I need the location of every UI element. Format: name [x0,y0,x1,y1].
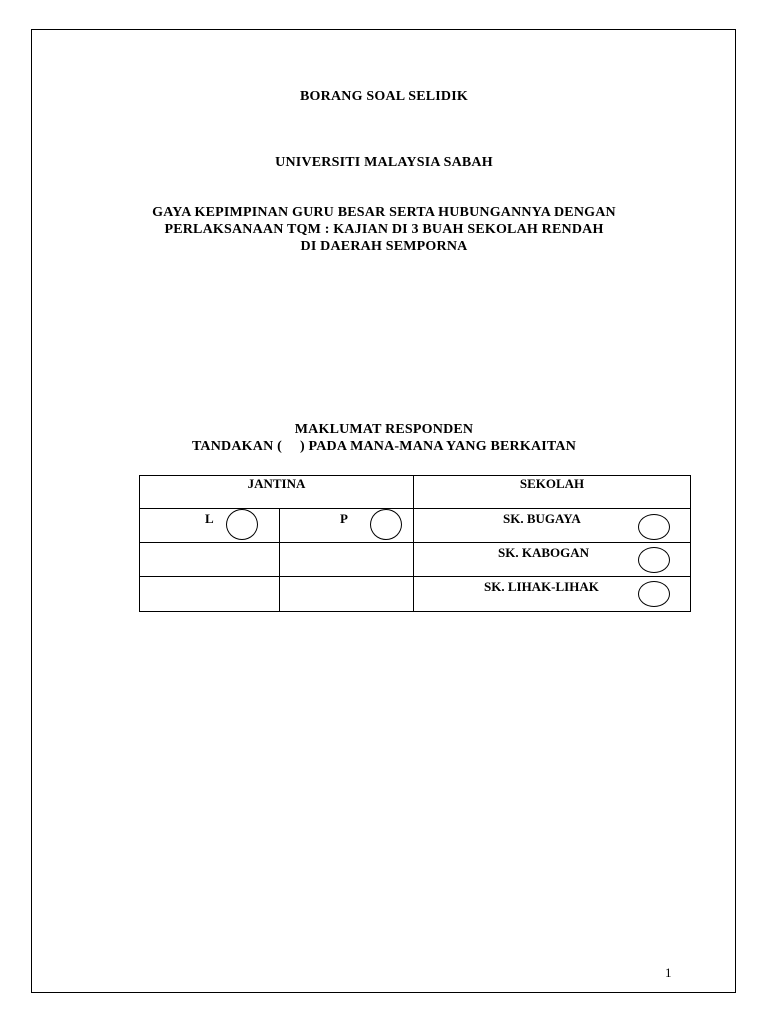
school-label: SK. BUGAYA [503,511,581,526]
section-title: MAKLUMAT RESPONDEN [294,422,474,437]
gender-l-circle[interactable] [226,509,258,540]
instruction-prefix: TANDAKAN ( [191,439,282,454]
respondent-table [139,475,691,612]
school-label: SK. KABOGAN [498,545,590,560]
gender-option-p[interactable] [280,509,414,543]
school-header: SEKOLAH [519,476,585,491]
gender-label-p: P [340,511,348,526]
study-title-line-1: GAYA KEPIMPINAN GURU BESAR SERTA HUBUNGANNYA DENGAN [152,205,616,220]
table-header-row [140,476,691,509]
page-number: 1 [665,965,672,980]
table-row [140,577,691,612]
study-title-line-3: DI DAERAH SEMPORNA [300,239,468,254]
study-title-line-2: PERLAKSANAAN TQM : KAJIAN DI 3 BUAH SEKOLAH RENDAH [164,222,604,237]
school-header-cell [414,476,691,509]
empty-cell [280,577,414,612]
school-option-2[interactable] [414,543,691,577]
school-label: SK. LIHAK-LIHAK [484,579,599,594]
school-2-circle[interactable] [638,547,670,573]
form-title: BORANG SOAL SELIDIK [300,89,468,104]
empty-cell [140,577,280,612]
gender-p-circle[interactable] [370,509,402,540]
gender-header-cell [140,476,414,509]
empty-cell [280,543,414,577]
university-name: UNIVERSITI MALAYSIA SABAH [275,155,493,170]
school-option-1[interactable] [414,509,691,543]
school-option-3[interactable] [414,577,691,612]
table-row [140,543,691,577]
gender-label-l: L [205,511,214,526]
school-3-circle[interactable] [638,581,670,607]
instruction-suffix: ) PADA MANA-MANA YANG BERKAITAN [299,439,577,454]
gender-option-l[interactable] [140,509,280,543]
gender-header: JANTINA [247,476,306,491]
empty-cell [140,543,280,577]
table-row [140,509,691,543]
instruction-text [0,439,768,455]
school-1-circle[interactable] [638,514,670,540]
